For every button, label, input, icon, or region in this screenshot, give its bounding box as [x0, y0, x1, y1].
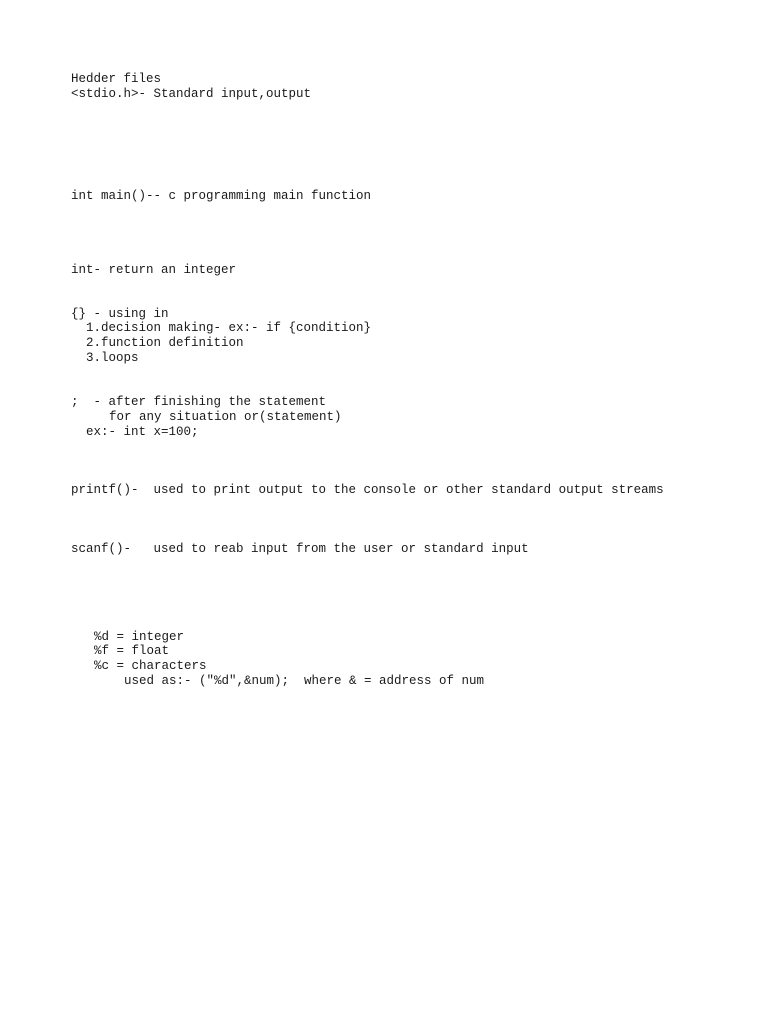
semicolon-example: ex:- int x=100; — [86, 425, 199, 439]
format-characters: %c = characters — [94, 659, 207, 673]
stdio-note: <stdio.h>- Standard input,output — [71, 87, 312, 101]
printf-note: printf()- used to print output to the console or other standard output streams — [71, 483, 664, 497]
heading-hedder-files: Hedder files — [71, 72, 162, 86]
braces-item-1: 1.decision making- ex:- if {condition} — [86, 321, 372, 335]
format-usage-example: used as:- ("%d",&num); where & = address of num — [124, 674, 485, 688]
format-integer: %d = integer — [94, 630, 185, 644]
braces-item-3: 3.loops — [86, 351, 139, 365]
scanf-note: scanf()- used to reab input from the user or standard input — [71, 542, 529, 556]
semicolon-note-cont: for any situation or(statement) — [109, 410, 342, 424]
format-float: %f = float — [94, 644, 170, 658]
int-note: int- return an integer — [71, 263, 237, 277]
semicolon-note: ; - after finishing the statement — [71, 395, 327, 409]
braces-item-2: 2.function definition — [86, 336, 244, 350]
braces-note: {} - using in — [71, 307, 169, 321]
main-function-note: int main()-- c programming main function — [71, 189, 372, 203]
